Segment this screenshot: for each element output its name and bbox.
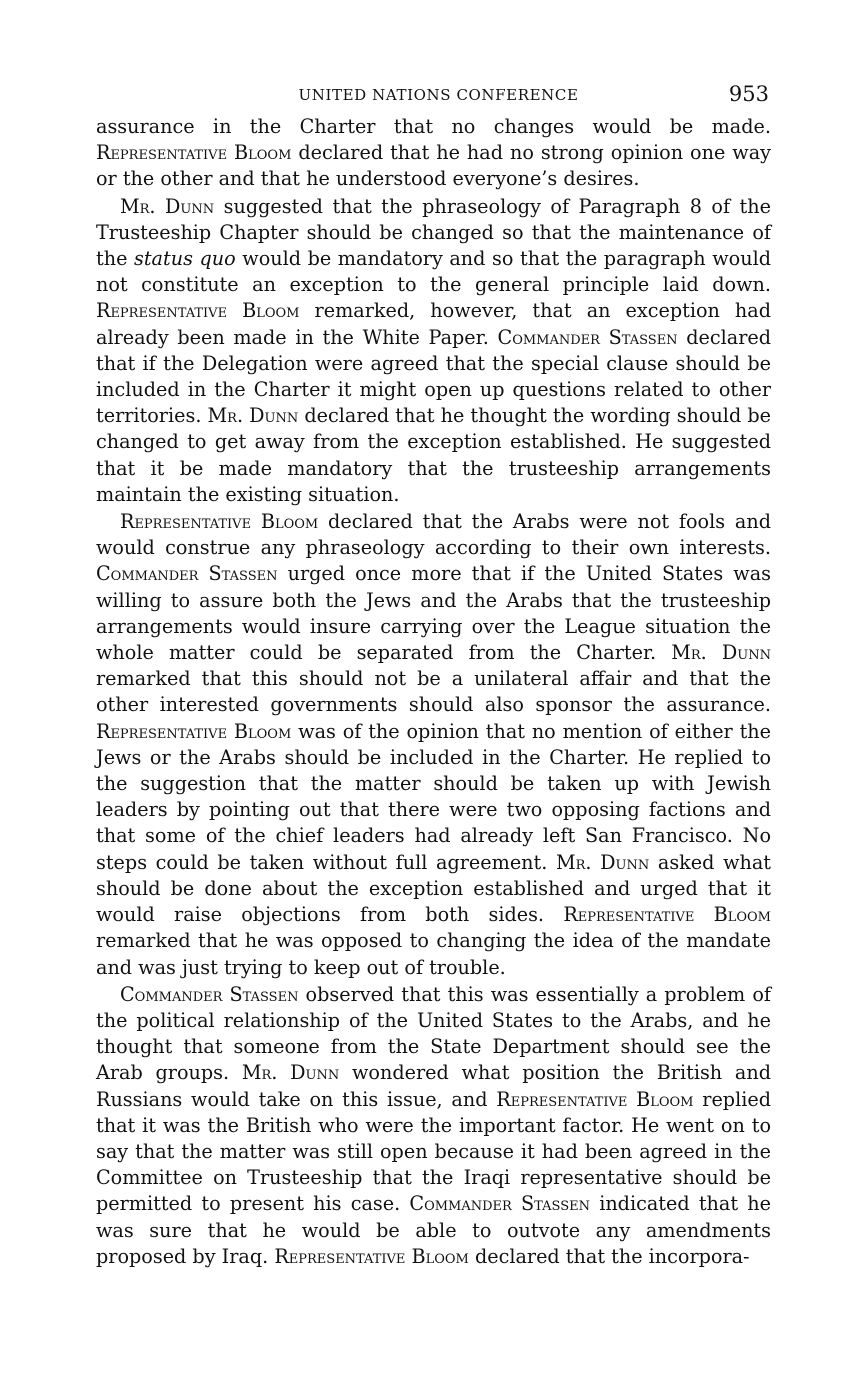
- speaker-name: Mr. Dunn: [555, 850, 650, 874]
- speaker-name: Representative Bloom: [120, 510, 319, 534]
- text-run: observed that this was essentially a problem of the political relationship of the United States to the Arabs, and he thought that someone from the State Department should see the Arab groups.: [96, 982, 771, 1085]
- text-run: was of the opinion that no mention of either the Jews or the Arabs should be included in the Charter. He replied to the suggestion that the matter should be taken up with Jewish leaders by pointing out that there were two opposing factions and that some of the chief leaders had already left San Francisco. No steps could be taken without full agreement.: [96, 719, 772, 874]
- running-head: UNITED NATIONS CONFERENCE: [298, 86, 579, 104]
- text-run: remarked that he was opposed to changing the idea of the mandate and was just trying to keep out of trouble.: [96, 929, 771, 979]
- speaker-name: Representative Bloom: [274, 1244, 469, 1268]
- text-run: wondered what position the British and Russians would take on this issue, and: [96, 1061, 771, 1111]
- speaker-name: Representative Bloom: [96, 141, 292, 165]
- text-run: declared that the Arabs were not fools and would construe any phraseology according to their own interests.: [96, 510, 771, 560]
- document-page: [96, 80, 771, 1270]
- page-number: 953: [728, 82, 769, 106]
- italic-term: status quo: [134, 247, 236, 271]
- speaker-name: Representative Bloom: [563, 903, 771, 927]
- text-run: remarked that this should not be a unilateral affair and that the other interested governments should also sponsor the assurance.: [96, 667, 771, 717]
- text-run: declared that he had no strong opinion one way or the other and that he understood everyone’s desires.: [96, 141, 771, 191]
- speaker-name: Commander Stassen: [409, 1192, 590, 1216]
- text-run: remarked, however, that an exception had already been made in the White Paper.: [96, 299, 772, 349]
- speaker-name: Commander Stassen: [96, 562, 278, 586]
- speaker-name: Mr. Dunn: [241, 1061, 340, 1085]
- text-run: indicated that he was sure that he would be able to outvote any amendments proposed by Iraq.: [96, 1192, 771, 1268]
- text-run: urged once more that if the United States was willing to assure both the Jews and the Arabs that the trusteeship arrangements would insure carrying over the League situation the whole matter could be separated from the Charter.: [96, 562, 772, 665]
- text-run: assurance in the Charter that no changes would be made.: [96, 115, 771, 138]
- text-run: would be mandatory and so that the paragraph would not constitute an exception to the general principle laid down.: [96, 247, 771, 297]
- speaker-name: Representative Bloom: [496, 1087, 694, 1111]
- speaker-name: Representative Bloom: [96, 719, 292, 743]
- text-run: asked what should be done about the exception established and urged that it would raise objections from both sides.: [96, 850, 771, 927]
- text-run: declared that if the Delegation were agreed that the special clause should be included in the Charter it might open up questions related to other territories.: [96, 325, 772, 428]
- text-run: declared that he thought the wording should be changed to get away from the exception established. He suggested that it be made mandatory that the trusteeship arrangements maintain the existing situation.: [96, 404, 771, 506]
- speaker-name: Commander Stassen: [497, 325, 678, 349]
- page-header: [96, 80, 771, 114]
- speaker-name: Mr. Dunn: [207, 404, 299, 428]
- speaker-name: Representative Bloom: [96, 299, 300, 323]
- paragraph-4: [96, 982, 771, 1270]
- speaker-name: Mr. Dunn: [671, 641, 771, 665]
- text-run: suggested that the phraseology of Paragraph 8 of the Trusteeship Chapter should be changed so that the maintenance of the: [96, 194, 771, 271]
- paragraph-2: [96, 194, 771, 508]
- speaker-name: Mr. Dunn: [120, 194, 215, 218]
- speaker-name: Commander Stassen: [120, 982, 299, 1006]
- text-run: replied that it was the British who were the important factor. He went on to say that the matter was still open because it had been agreed in the Committee on Trusteeship that the Iraqi representative should be permitted to present his case.: [96, 1087, 771, 1216]
- paragraph-3: [96, 509, 771, 981]
- paragraph-1: [96, 114, 771, 193]
- text-run: declared that the incorpora-: [468, 1244, 750, 1268]
